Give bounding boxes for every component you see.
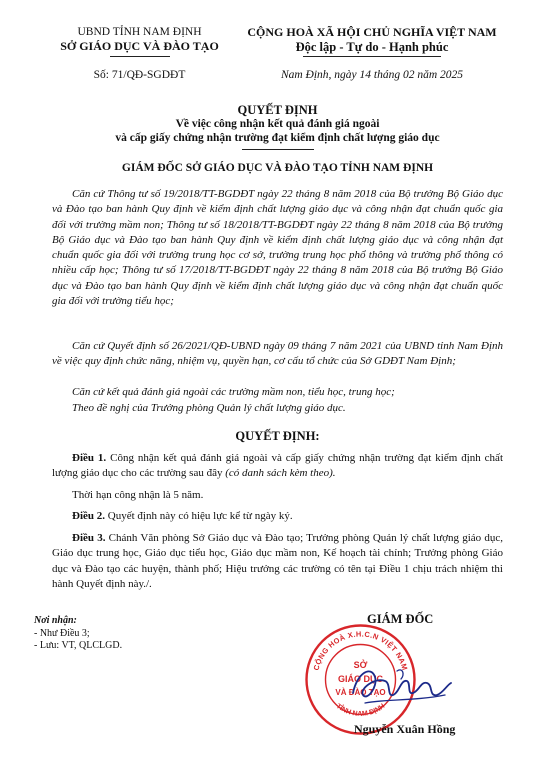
agency-parent: UBND TỈNH NAM ĐỊNH: [77, 26, 202, 38]
agency-underline: [110, 56, 170, 57]
basis-paragraph-4: [52, 401, 503, 416]
seal-bottom-text: TỈNH NAM ĐỊNH: [334, 702, 387, 718]
header-left: [52, 25, 227, 81]
seal-center-line-1: SỞ: [353, 660, 368, 670]
basis-4-text: Theo đề nghị của Trưởng phòng Quản lý chất lượng giáo dục.: [72, 402, 346, 414]
nation-name: CỘNG HOÀ XÃ HỘI CHỦ NGHĨA VIỆT NAM: [247, 25, 497, 39]
recipients-heading: Nơi nhận:: [34, 615, 77, 626]
subject-line-1: Về việc công nhận kết quả đánh giá ngoài: [175, 118, 380, 130]
handwritten-signature: [345, 655, 455, 715]
basis-paragraph-1: [52, 187, 503, 309]
article-2-label: Điều 2.: [72, 510, 105, 522]
article-1-term-text: Thời hạn công nhận là 5 năm.: [72, 489, 204, 501]
seal-center-line-2: GIÁO DỤC: [338, 674, 383, 684]
agency-name: SỞ GIÁO DỤC VÀ ĐÀO TẠO: [60, 39, 219, 53]
header-right: [236, 25, 508, 81]
article-1-label: Điều 1.: [72, 452, 107, 464]
title-underline: [242, 149, 314, 150]
motto: Độc lập - Tự do - Hạnh phúc: [295, 40, 449, 54]
basis-1-text: Căn cứ Thông tư số 19/2018/TT-BGDĐT ngày 22 tháng 8 năm 2018 của Bộ trưởng Bộ Giáo dục và Đào tạo ban hành Quy định về kiểm định chất lượng giáo dục và công nhận đạt chuẩn quốc gia đối với trường mầm non; Thông tư số 18/2018/TT-BGDĐT ngày 22 tháng 8 năm 2018 của Bộ trưởng Bộ Giáo dục và Đào tạo ban hành Quy định về kiểm định chất lượng giáo dục và công nhận đạt chuẩn quốc gia đối với trường trung học cơ sở, trường trung học phổ thông và trường phổ thông có nhiều cấp học; Thông tư số 17/2018/TT-BGDĐT ngày 22 tháng 8 năm 2018 của Bộ trưởng Bộ Giáo dục và Đào tạo ban hành Quy định về kiểm định chất lượng giáo dục và công nhận đạt chuẩn quốc gia đối với trường tiểu học;: [52, 188, 503, 308]
subject-line-2: và cấp giấy chứng nhận trường đạt kiểm định chất lượng giáo dục: [115, 132, 440, 144]
recipients-block: [34, 615, 122, 653]
basis-2-text: Căn cứ Quyết định số 26/2021/QĐ-UBND ngày 09 tháng 7 năm 2021 của UBND tỉnh Nam Định về việc quy định chức năng, nhiệm vụ, quyền hạn, cơ cấu tổ chức của Sở GDĐT Nam Định;: [52, 340, 503, 368]
article-1-term: [52, 488, 503, 503]
recipient-item-1: - Như Điều 3;: [34, 627, 90, 639]
seal-center-line-3: VÀ ĐÀO TẠO: [335, 688, 386, 697]
article-2: [52, 509, 503, 524]
motto-underline: [303, 56, 441, 57]
document-type: QUYẾT ĐỊNH: [237, 103, 318, 117]
basis-paragraph-3: [52, 385, 503, 400]
article-1-note: (có danh sách kèm theo).: [225, 467, 336, 480]
article-1: [52, 451, 503, 482]
seal-ring-text: CỘNG HOÀ X.H.C.N VIỆT NAM: [311, 629, 410, 672]
signer-name: Nguyễn Xuân Hồng: [354, 722, 456, 736]
article-1-text: Công nhận kết quả đánh giá ngoài và cấp giấy chứng nhận trường đạt kiểm định chất lượng giáo dục cho các trường sau đây: [52, 452, 504, 480]
basis-paragraph-2: [52, 339, 503, 370]
place-date: Nam Định, ngày 14 tháng 02 năm 2025: [280, 69, 464, 81]
decision-heading: QUYẾT ĐỊNH:: [235, 429, 320, 443]
basis-3-text: Căn cứ kết quả đánh giá ngoài các trường mầm non, tiểu học, trung học;: [72, 386, 395, 398]
recipient-item-2: - Lưu: VT, QLCLGD.: [34, 640, 123, 651]
signatory-title: GIÁM ĐỐC: [367, 612, 434, 626]
article-3: [52, 531, 503, 592]
article-3-text: Chánh Văn phòng Sở Giáo dục và Đào tạo; Trưởng phòng Quản lý chất lượng giáo dục, Giáo dục trung học, Giáo dục tiểu học, Giáo dục mầm non, Kế hoạch tài chính; Trưởng phòng Giáo dục và Đào tạo các huyện, thành phố; Hiệu trưởng các trường có tên tại Điều 1 chịu trách nhiệm thi hành Quyết định này./.: [52, 532, 504, 590]
document-number: Số: 71/QĐ-SGDĐT: [93, 69, 186, 81]
issuing-authority: GIÁM ĐỐC SỞ GIÁO DỤC VÀ ĐÀO TẠO TỈNH NAM ĐỊNH: [121, 162, 434, 174]
article-2-text: Quyết định này có hiệu lực kể từ ngày ký.: [105, 510, 293, 522]
article-3-label: Điều 3.: [72, 532, 106, 544]
